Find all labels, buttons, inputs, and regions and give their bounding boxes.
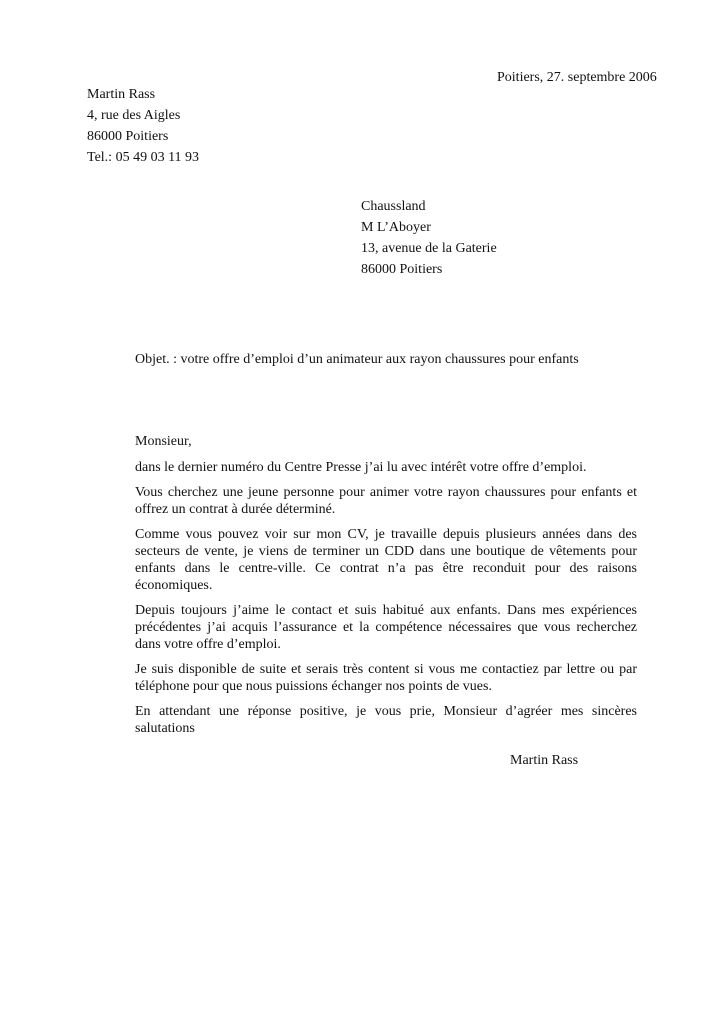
body-paragraph: En attendant une réponse positive, je vous prie, Monsieur d’agréer mes sincères salutations [135,704,637,736]
body-paragraph: dans le dernier numéro du Centre Presse j’ai lu avec intérêt votre offre d’emploi. [135,460,587,475]
body-paragraph: Vous cherchez une jeune personne pour animer votre rayon chaussures pour enfants et offrez un contrat à durée déterminé. [135,485,637,517]
recipient-street: 13, avenue de la Gaterie [361,241,497,256]
sender-city: 86000 Poitiers [87,129,169,144]
body-paragraph: Depuis toujours j’aime le contact et suis habitué aux enfants. Dans mes expériences précédentes j’ai acquis l’assurance et la compétence nécessaires que vous recherchez dans votre offre d’emploi. [135,603,637,652]
recipient-company: Chaussland [361,199,426,214]
sender-address [87,84,199,168]
letter-signature: Martin Rass [510,753,579,768]
letter-body [135,459,637,745]
sender-phone: Tel.: 05 49 03 11 93 [87,150,200,165]
sender-street: 4, rue des Aigles [87,108,181,123]
letter-subject: Objet. : votre offre d’emploi d’un animateur aux rayon chaussures pour enfants [135,352,579,367]
recipient-contact: M L’Aboyer [361,220,431,235]
body-paragraph: Je suis disponible de suite et serais très content si vous me contactiez par lettre ou par téléphone pour que nous puissions échanger nos points de vues. [135,662,637,694]
body-paragraph: Comme vous pouvez voir sur mon CV, je travaille depuis plusieurs années dans des secteurs de vente, je viens de terminer un CDD dans une boutique de vêtements pour enfants dans le centre-ville. Ce contrat n’a pas être reconduit pour des raisons économiques. [135,527,637,593]
sender-name: Martin Rass [87,87,156,102]
letter-salutation: Monsieur, [135,434,192,449]
recipient-address [361,196,497,280]
letter-date: Poitiers, 27. septembre 2006 [497,70,657,85]
recipient-city: 86000 Poitiers [361,262,443,277]
